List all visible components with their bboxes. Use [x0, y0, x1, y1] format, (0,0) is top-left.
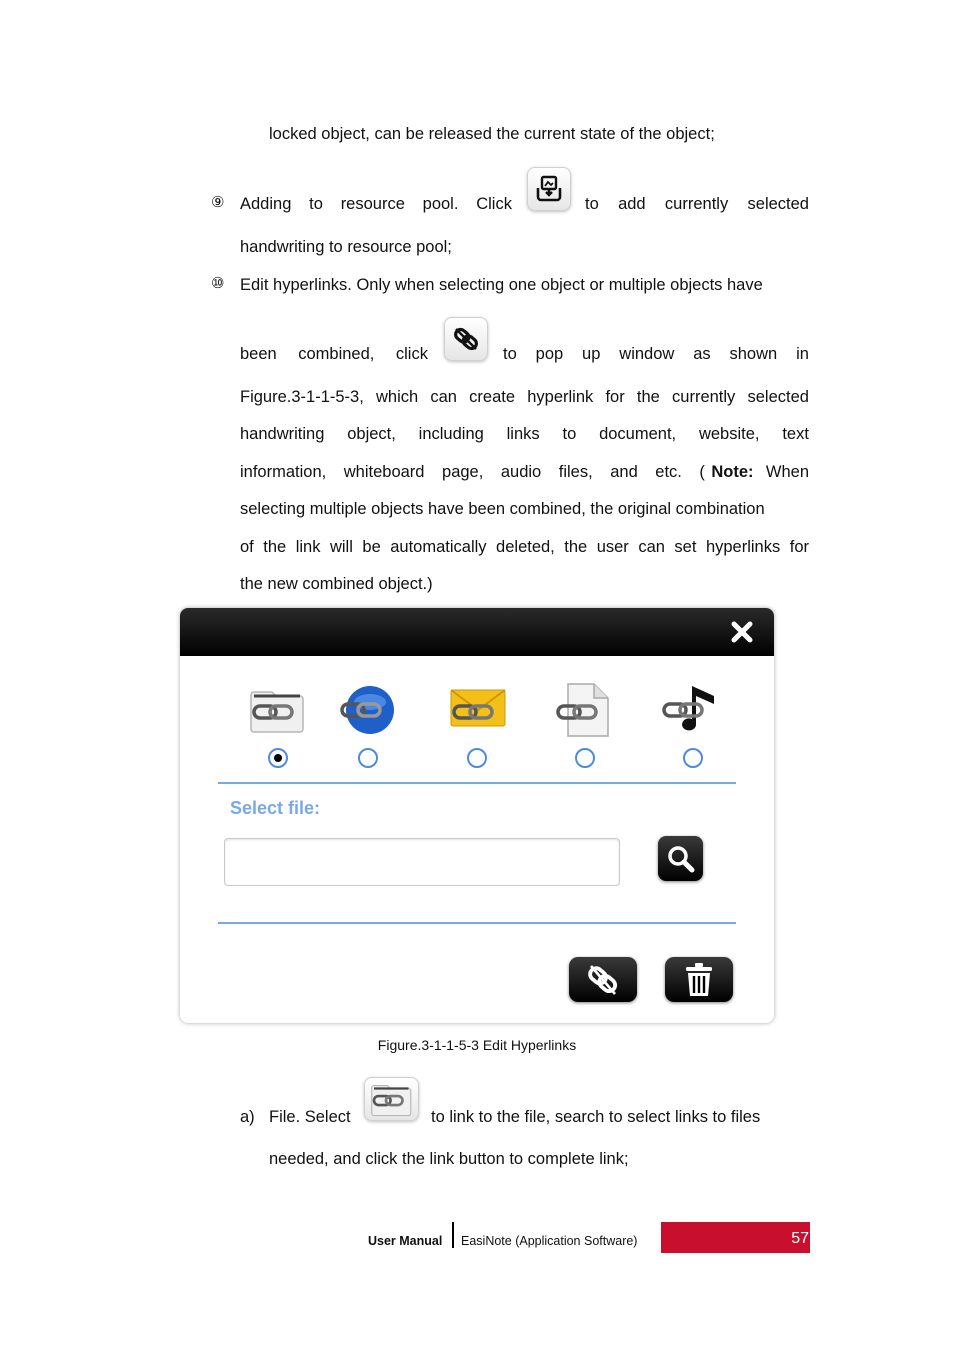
word: whiteboard — [343, 463, 425, 481]
word: add — [618, 195, 646, 213]
item9-words-a — [240, 194, 512, 214]
paragraph-line: needed, and click the link button to complete link; — [269, 1150, 629, 1168]
word: selected — [747, 388, 809, 406]
word: to — [562, 425, 577, 443]
word: resource — [340, 195, 405, 213]
word: Figure.3-1-1-5-3, — [240, 388, 364, 406]
paragraph-line — [240, 537, 809, 557]
word: deleted, — [496, 538, 555, 556]
word: which — [376, 388, 419, 406]
word: etc. — [655, 463, 682, 481]
close-icon[interactable] — [730, 620, 754, 644]
word: object, — [347, 425, 396, 443]
word: combined, — [298, 345, 375, 363]
word: window — [619, 345, 675, 363]
radio-website[interactable] — [358, 748, 378, 768]
word: automatically — [390, 538, 487, 556]
file-link-inline-button — [364, 1077, 419, 1121]
file-link-icon[interactable] — [248, 682, 308, 738]
word: of — [240, 538, 254, 556]
search-button[interactable] — [658, 836, 703, 881]
word: currently — [664, 195, 729, 213]
line5-words — [240, 462, 705, 482]
divider — [218, 922, 736, 924]
audio-link-icon[interactable] — [662, 682, 722, 738]
divider — [218, 782, 736, 784]
word: handwriting — [240, 425, 325, 443]
item9-words-b — [585, 194, 809, 214]
word: click — [395, 345, 428, 363]
page-number: 57 — [661, 1222, 810, 1253]
hyperlink-icon — [583, 962, 623, 998]
word: pop — [535, 345, 564, 363]
search-icon — [666, 844, 696, 874]
word: for — [605, 388, 625, 406]
dialog-title-bar — [180, 608, 774, 656]
word: to — [585, 195, 599, 213]
item-number: ⑩ — [211, 274, 225, 292]
word: hyperlink — [527, 388, 594, 406]
word: Adding — [240, 195, 292, 213]
word: set — [674, 538, 697, 556]
item-number: ⑨ — [211, 193, 225, 211]
radio-audio[interactable] — [683, 748, 703, 768]
paragraph-line: handwriting to resource pool; — [240, 238, 452, 256]
radio-text[interactable] — [467, 748, 487, 768]
paragraph-line: selecting multiple objects have been combined, the original combination — [240, 500, 765, 518]
edit-hyperlinks-dialog — [180, 608, 774, 1023]
word: for — [789, 538, 809, 556]
word: will — [329, 538, 353, 556]
word: user — [596, 538, 629, 556]
website-link-icon[interactable] — [338, 682, 398, 738]
word: website, — [698, 425, 760, 443]
word: and — [610, 463, 638, 481]
note-label: Note: — [711, 463, 754, 481]
add-to-resource-pool-icon — [534, 174, 564, 204]
hyperlink-inline-button — [444, 317, 488, 361]
resource-pool-button — [527, 167, 571, 211]
radio-file[interactable] — [268, 748, 288, 768]
page-link-icon[interactable] — [556, 682, 616, 738]
word: links — [506, 425, 540, 443]
radio-page[interactable] — [575, 748, 595, 768]
word: page, — [442, 463, 484, 481]
item10-words-a — [240, 344, 428, 364]
word: create — [469, 388, 516, 406]
item-a-text: File. Select — [269, 1108, 351, 1126]
trash-icon — [682, 962, 716, 998]
word: audio — [500, 463, 542, 481]
word: ( — [699, 463, 705, 481]
text-link-icon[interactable] — [448, 682, 508, 738]
paragraph-line — [240, 424, 809, 444]
paragraph-line — [240, 462, 809, 482]
create-link-button[interactable] — [569, 957, 637, 1002]
item-label: a) — [240, 1108, 255, 1126]
footer-divider — [452, 1222, 454, 1248]
word: in — [796, 345, 809, 363]
word: up — [582, 345, 601, 363]
word: the — [564, 538, 588, 556]
word: to — [309, 195, 323, 213]
word: as — [693, 345, 711, 363]
delete-link-button[interactable] — [665, 957, 733, 1002]
word: can — [638, 538, 665, 556]
word: shown — [729, 345, 778, 363]
note-after: When — [765, 463, 809, 481]
file-path-input[interactable] — [224, 838, 620, 886]
word: to — [503, 345, 517, 363]
hyperlink-icon — [451, 324, 481, 354]
word: information, — [240, 463, 327, 481]
word: selected — [747, 195, 809, 213]
word: hyperlinks — [705, 538, 781, 556]
word: link — [295, 538, 321, 556]
word: including — [418, 425, 484, 443]
item10-words-b — [503, 344, 809, 364]
word: the — [263, 538, 287, 556]
word: document, — [599, 425, 677, 443]
item-a-text: to link to the file, search to select links to files — [431, 1108, 761, 1126]
figure-caption: Figure.3-1-1-5-3 Edit Hyperlinks — [377, 1037, 577, 1053]
word: can — [430, 388, 457, 406]
file-link-icon — [368, 1078, 416, 1120]
word: be — [362, 538, 381, 556]
word: Click — [476, 195, 512, 213]
radio-selected-dot — [274, 754, 282, 762]
word: currently — [672, 388, 736, 406]
paragraph-line: locked object, can be released the current state of the object; — [269, 125, 715, 143]
paragraph-line — [240, 387, 809, 407]
word: pool. — [422, 195, 459, 213]
footer-manual: User Manual — [368, 1234, 443, 1248]
footer-product: EasiNote (Application Software) — [461, 1234, 638, 1248]
select-file-label: Select file: — [230, 798, 321, 818]
word: the — [636, 388, 660, 406]
word: files, — [558, 463, 593, 481]
paragraph-line: the new combined object.) — [240, 575, 433, 593]
word: been — [240, 345, 277, 363]
paragraph-line: Edit hyperlinks. Only when selecting one object or multiple objects have — [240, 276, 763, 294]
word: text — [782, 425, 809, 443]
